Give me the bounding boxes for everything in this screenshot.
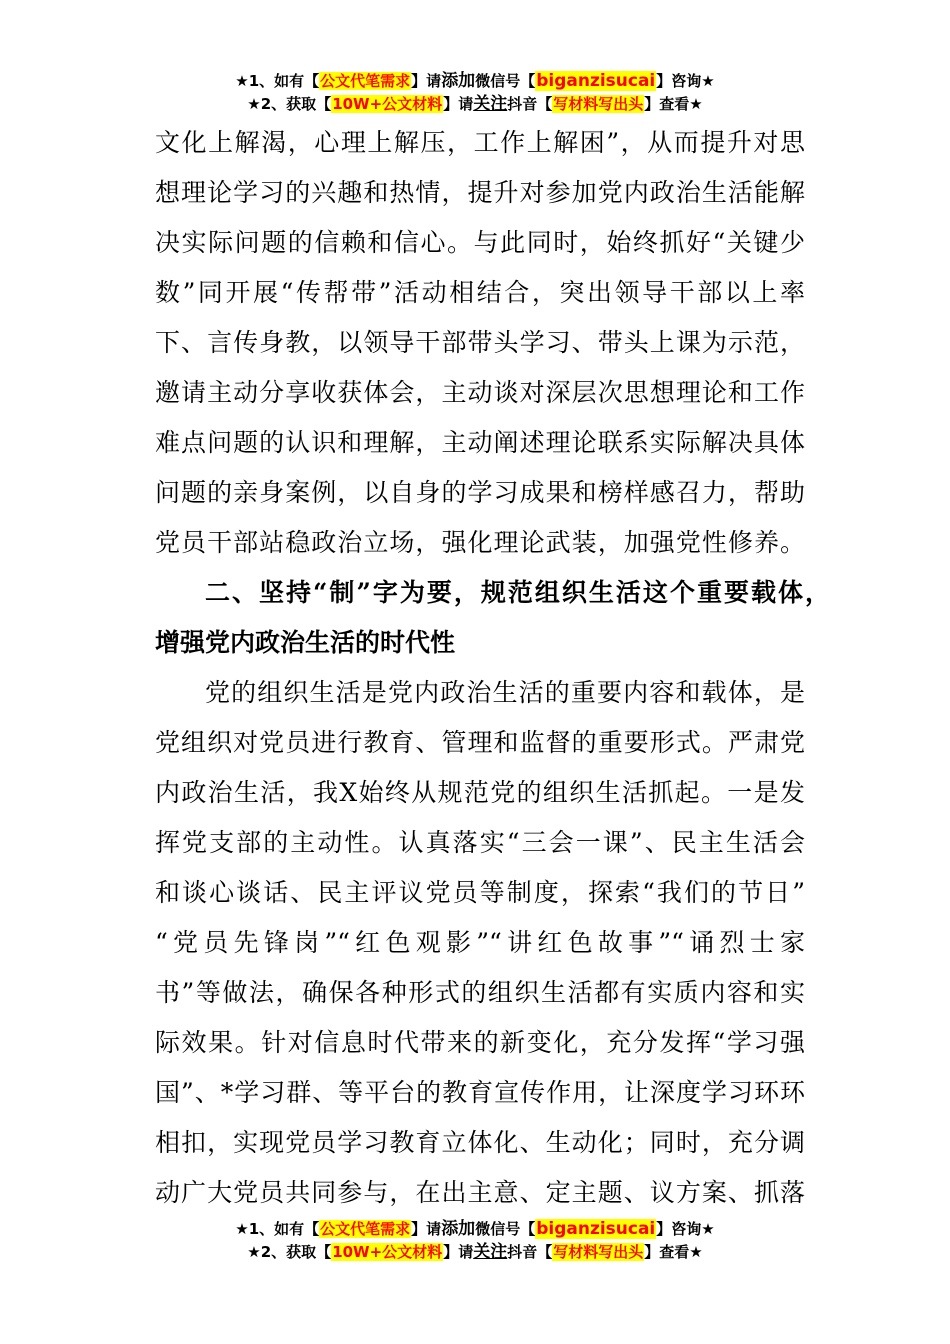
promo-emphasis: 关注 — [473, 94, 508, 114]
body-line: 文化上解渴，心理上解压，工作上解困”，从而提升对思 — [155, 128, 805, 157]
promo-text: 抖音【 — [507, 1243, 553, 1261]
promo-line-2 — [0, 93, 950, 116]
body-line: 邀请主动分享收获体会，主动谈对深层次思想理论和工作 — [155, 378, 805, 407]
body-line: 动广大党员共同参与，在出主意、定主题、议方案、抓落 — [155, 1178, 805, 1207]
promo-emphasis: 关注 — [473, 1242, 508, 1262]
promo-text: ★2、获取【 — [247, 1243, 332, 1261]
body-line: 下、言传身教，以领导干部带头学习、带头上课为示范， — [155, 328, 805, 357]
promo-text: 】查看★ — [644, 1243, 703, 1261]
promo-text: 】请 — [443, 1243, 474, 1261]
promo-header — [0, 70, 950, 116]
promo-text: ★2、获取【 — [247, 95, 332, 113]
promo-text: 】咨询★ — [656, 72, 715, 90]
body-line: 国”、*学习群、等平台的教育宣传作用，让深度学习环环 — [155, 1078, 805, 1107]
body-line: 想理论学习的兴趣和热情，提升对参加党内政治生活能解 — [155, 178, 805, 207]
document-body — [155, 118, 830, 1218]
promo-highlight: 10W+公文材料 — [332, 1243, 443, 1261]
promo-text: 】咨询★ — [656, 1220, 715, 1238]
paragraph — [155, 668, 805, 1218]
promo-text: 抖音【 — [507, 95, 553, 113]
douyin-account-highlight: 写材料写出头 — [553, 95, 644, 113]
body-line: “党员先锋岗”“红色观影”“讲红色故事”“诵烈士家 — [155, 928, 805, 957]
promo-emphasis: 添加 — [441, 1219, 476, 1239]
body-line: 难点问题的认识和理解，主动阐述理论联系实际解决具体 — [155, 428, 805, 457]
promo-text: ★1、如有【 — [235, 1220, 320, 1238]
promo-text: 】请 — [443, 95, 474, 113]
promo-text: 】查看★ — [644, 95, 703, 113]
body-line: 问题的亲身案例，以自身的学习成果和榜样感召力，帮助 — [155, 478, 805, 507]
heading-line: 增强党内政治生活的时代性 — [155, 628, 456, 657]
body-line: 和谈心谈话、民主评议党员等制度，探索“我们的节日” — [155, 878, 805, 907]
body-line: 决实际问题的信赖和信心。与此同时，始终抓好“关键少 — [155, 228, 805, 257]
body-line: 内政治生活，我X始终从规范党的组织生活抓起。一是发 — [155, 778, 805, 807]
wechat-id-highlight: biganzisucai — [536, 1219, 656, 1239]
promo-text: 】请 — [411, 72, 442, 90]
body-line: 相扣，实现党员学习教育立体化、生动化；同时，充分调 — [155, 1128, 805, 1157]
body-line: 党员干部站稳政治立场，强化理论武装，加强党性修养。 — [155, 528, 805, 557]
promo-highlight: 10W+公文材料 — [332, 95, 443, 113]
douyin-account-highlight: 写材料写出头 — [553, 1243, 644, 1261]
body-line: 数”同开展“传帮带”活动相结合，突出领导干部以上率 — [155, 278, 805, 307]
body-line: 挥党支部的主动性。认真落实“三会一课”、民主生活会 — [155, 828, 805, 857]
body-line: 际效果。针对信息时代带来的新变化，充分发挥“学习强 — [155, 1028, 805, 1057]
promo-text: 微信号【 — [475, 1220, 536, 1238]
paragraph-continued — [155, 118, 805, 568]
promo-text: 】请 — [411, 1220, 442, 1238]
heading-line: 二、坚持“制”字为要，规范组织生活这个重要载体， — [205, 578, 830, 607]
promo-text: ★1、如有【 — [235, 72, 320, 90]
promo-line-1 — [0, 1218, 950, 1241]
body-line: 书”等做法，确保各种形式的组织生活都有实质内容和实 — [155, 978, 805, 1007]
body-line: 党组织对党员进行教育、管理和监督的重要形式。严肃党 — [155, 728, 805, 757]
promo-highlight: 公文代笔需求 — [320, 72, 411, 90]
promo-highlight: 公文代笔需求 — [320, 1220, 411, 1238]
promo-line-2 — [0, 1241, 950, 1264]
promo-emphasis: 添加 — [441, 71, 476, 91]
wechat-id-highlight: biganzisucai — [536, 71, 656, 91]
promo-footer — [0, 1218, 950, 1264]
body-line: 党的组织生活是党内政治生活的重要内容和载体，是 — [205, 678, 805, 707]
promo-line-1 — [0, 70, 950, 93]
promo-text: 微信号【 — [475, 72, 536, 90]
section-heading — [155, 568, 830, 668]
